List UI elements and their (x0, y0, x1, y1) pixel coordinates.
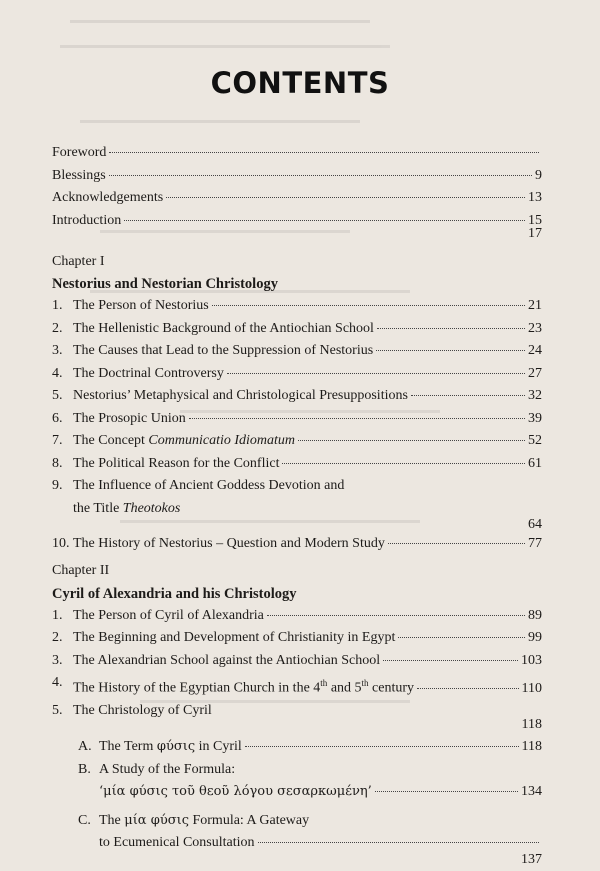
toc-entry[interactable]: 1. The Person of Cyril of Alexandria 89 (52, 607, 542, 623)
page-title: CONTENTS (210, 66, 390, 100)
toc-entry[interactable]: 2. The Beginning and Development of Christianity in Egypt 99 (52, 630, 542, 645)
toc-entry[interactable]: 2. The Hellenistic Background of the Antiochian School 23 (52, 320, 542, 336)
toc-entry-introduction-page: 17 (528, 226, 542, 241)
toc-subentry-line1[interactable]: C. The μία φύσις Formula: A Gateway (78, 812, 310, 828)
toc-entry-line1[interactable]: 9. The Influence of Ancient Goddess Devotion and (52, 478, 345, 493)
toc-entry[interactable]: 4. The Doctrinal Controversy 27 (52, 365, 542, 381)
toc-entry[interactable]: 4. The History of the Egyptian Church in the 4th and 5th century 110 (52, 675, 542, 696)
toc-entry[interactable]: 5. The Christology of Cyril (52, 703, 212, 719)
table-of-contents (52, 142, 542, 871)
toc-entry[interactable]: 3. The Alexandrian School against the Antiochian School 103 (52, 652, 542, 668)
chapter-1-title: Nestorius and Nestorian Christology (52, 276, 278, 292)
toc-entry-introduction[interactable]: Introduction 15 (52, 212, 542, 228)
toc-entry[interactable]: 1. The Person of Nestorius 21 (52, 298, 542, 313)
chapter-1-heading: Chapter I (52, 253, 105, 269)
toc-entry-foreword[interactable]: Foreword (52, 142, 542, 165)
toc-entry[interactable]: 8. The Political Reason for the Conflict 61 (52, 455, 542, 471)
toc-subentry-line2[interactable]: to Ecumenical Consultation (52, 832, 542, 855)
toc-entry[interactable]: 7. The Concept Communicatio Idiomatum 52 (52, 433, 542, 448)
toc-subentry[interactable]: A. The Term φύσις in Cyril 118 (78, 739, 542, 755)
toc-entry-acknowledgements[interactable]: Acknowledgements 13 (52, 190, 542, 205)
toc-entry-page: 64 (528, 517, 542, 532)
chapter-2-title: Cyril of Alexandria and his Christology (52, 585, 297, 602)
toc-entry[interactable]: 3. The Causes that Lead to the Suppression of Nestorius 24 (52, 343, 542, 358)
toc-entry-page: 137 (521, 851, 542, 867)
toc-entry[interactable]: 10. The History of Nestorius – Question and Modern Study 77 (52, 535, 542, 551)
toc-entry-page: 118 (521, 716, 542, 732)
toc-entry-line2[interactable]: the Title Theotokos (73, 500, 181, 516)
chapter-2-heading: Chapter II (52, 563, 110, 578)
toc-subentry-line2[interactable]: ‘μία φύσις τοῦ θεοῦ λόγου σεσαρκωμένη’ 134 (99, 784, 542, 800)
toc-entry[interactable]: 6. The Prosopic Union 39 (52, 410, 542, 426)
toc-subentry-line1[interactable]: B. A Study of the Formula: (78, 761, 236, 777)
toc-entry-blessings[interactable]: Blessings 9 (52, 167, 542, 183)
toc-entry[interactable]: 5. Nestorius’ Metaphysical and Christological Presuppositions 32 (52, 388, 542, 403)
